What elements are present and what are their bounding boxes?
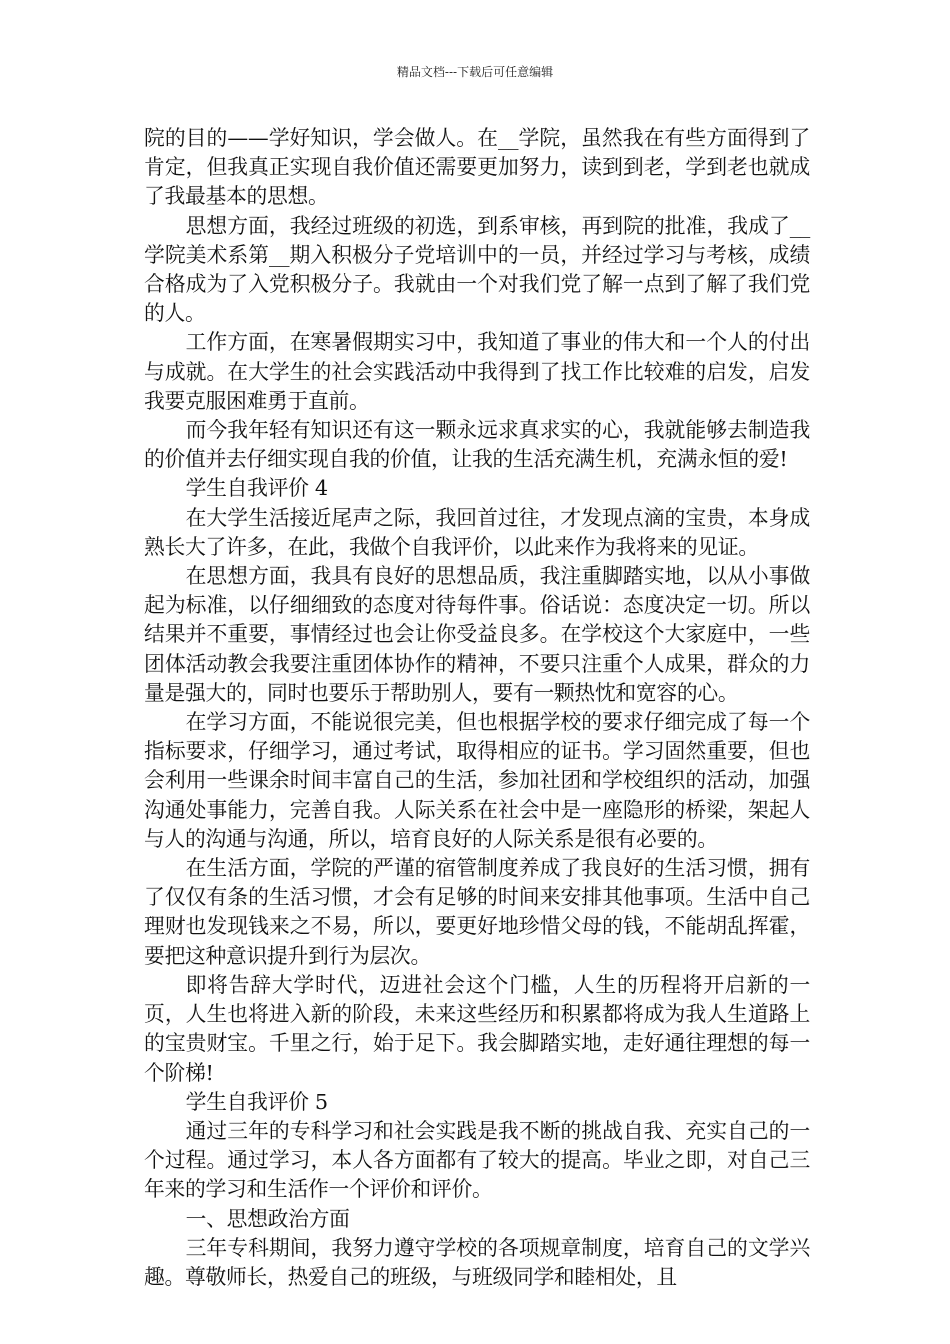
paragraph: 在生活方面，学院的严谨的宿管制度养成了我良好的生活习惯，拥有了仅仅有条的生活习惯，才会有足够的时间来安排其他事项。生活中自己理财也发现钱来之不易，所以，要更好地珍惜父母的钱，不能胡乱挥霍，要把这种意识提升到行为层次。: [144, 856, 810, 968]
subsection-heading: 一、思想政治方面: [185, 1206, 350, 1231]
page-header: 精品文档---下载后可任意编辑: [396, 65, 554, 79]
document-body: [144, 124, 810, 1292]
paragraph: 即将告辞大学时代，迈进社会这个门槛，人生的历程将开启新的一页，人生也将进入新的阶段，未来这些经历和积累都将成为我人生道路上的宝贵财宝。千里之行，始于足下。我会脚踏实地，走好通往理想的每一个阶梯!: [144, 972, 810, 1085]
paragraph: 思想方面，我经过班级的初选，到系审核，再到院的批准，我成了__学院美术系第__期入积极分子党培训中的一员，并经过学习与考核，成绩合格成为了入党积极分子。我就由一个对我们党了解一点到了解了我们党的人。: [144, 213, 810, 326]
paragraph: 工作方面，在寒暑假期实习中，我知道了事业的伟大和一个人的付出与成就。在大学生的社会实践活动中我得到了找工作比较难的启发，启发我要克服困难勇于直前。: [144, 330, 810, 413]
paragraph: 在大学生活接近尾声之际，我回首过往，才发现点滴的宝贵，本身成熟长大了许多，在此，我做个自我评价，以此来作为我将来的见证。: [144, 505, 810, 559]
section-heading: 学生自我评价 5: [185, 1089, 328, 1114]
section-heading: 学生自我评价 4: [185, 476, 328, 501]
paragraph: 院的目的——学好知识，学会做人。在__学院，虽然我在有些方面得到了肯定，但我真正实现自我价值还需要更加努力，读到到老，学到老也就成了我最基本的思想。: [144, 126, 810, 209]
paragraph: 通过三年的专科学习和社会实践是我不断的挑战自我、充实自己的一个过程。通过学习，本人各方面都有了较大的提高。毕业之即，对自己三年来的学习和生活作一个评价和评价。: [144, 1118, 810, 1202]
paragraph: 在学习方面，不能说很完美，但也根据学校的要求仔细完成了每一个指标要求，仔细学习，通过考试，取得相应的证书。学习固然重要，但也会利用一些课余时间丰富自己的生活，参加社团和学校组织的活动，加强沟通处事能力，完善自我。人际关系在社会中是一座隐形的桥梁，架起人与人的沟通与沟通，所以，培育良好的人际关系是很有必要的。: [144, 710, 810, 851]
paragraph: 而今我年轻有知识还有这一颗永远求真求实的心，我就能够去制造我的价值并去仔细实现自我的价值，让我的生活充满生机，充满永恒的爱!: [144, 418, 810, 472]
paragraph: 在思想方面，我具有良好的思想品质，我注重脚踏实地，以从小事做起为标准，以仔细细致的态度对待每件事。俗话说：态度决定一切。所以结果并不重要，事情经过也会让你受益良多。在学校这个大家庭中，一些团体活动教会我要注重团体协作的精神，不要只注重个人成果，群众的力量是强大的，同时也要乐于帮助别人，要有一颗热忱和宽容的心。: [144, 564, 810, 705]
paragraph: 三年专科期间，我努力遵守学校的各项规章制度，培育自己的文学兴趣。尊敬师长，热爱自己的班级，与班级同学和睦相处，且: [144, 1235, 810, 1289]
